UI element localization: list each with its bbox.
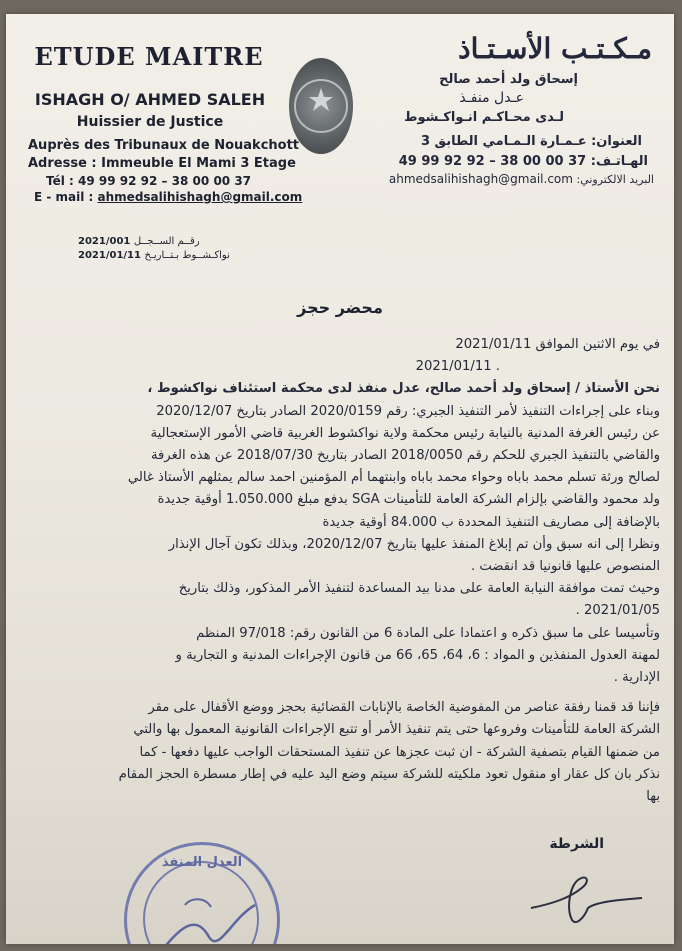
email-label: E - mail : xyxy=(34,190,94,204)
tel-line: Tél : 49 99 92 92 – 38 00 00 37 xyxy=(46,174,252,188)
body-line: ونظرا إلى انه سبق وأن تم إبلاغ المنفذ عليها بتاريخ 2020/12/07، وبذلك تكون آجال الإنذار xyxy=(168,536,660,552)
body-line: لصالح ورثة تسلم محمد باباه وحواء محمد باباه وابنتهما أم المؤمنين احمد سالم يمثلهم الأستاذ غالي xyxy=(127,470,660,486)
stamp-title: العدل المنفذ xyxy=(161,855,243,870)
body-line: نذكر بان كل عقار او منقول تعود ملكيته للشركة سيتم وضع اليد عليه في إطار مسطرة الحجز المقام xyxy=(118,766,660,782)
body-line: وتأسيسا على ما سبق ذكره و اعتمادا على المادة 6 من القانون رقم: 97/018 المنظم xyxy=(196,625,660,641)
document-body xyxy=(10,334,660,808)
body-line: الإدارية . xyxy=(613,670,660,686)
body-line: بالإضافة إلى مصاريف التنفيذ المحددة ب 84.000 أوقية جديدة xyxy=(322,514,660,530)
etude-title: ETUDE MAITRE xyxy=(34,42,264,71)
reference-date-label: نواكـشــوط بـتــاريـخ xyxy=(144,250,230,261)
arabic-name: إسحاق ولد أحمد صالح xyxy=(439,72,578,87)
address-line: Adresse : Immeuble El Mami 3 Etage xyxy=(28,156,296,171)
body-line: نحن الأستاذ / إسحاق ولد أحمد صالح، عدل منفذ لدى محكمة استئناف نواكشوط ، xyxy=(147,381,660,397)
body-line: وبناء على إجراءات التنفيذ لأمر التنفيذ الجبري: رقم 2020/0159 الصادر بتاريخ 2020/12/07 xyxy=(156,403,660,419)
official-stamp xyxy=(124,842,280,944)
body-line: الشركة العامة للتأمينات وفروعها حتى يتم تنفيذ الأمر أو تتبع الإجراءات القانونية المعمول بها والتي xyxy=(133,722,660,738)
arabic-phone: الهـاتـف: 37 00 00 38 – 92 92 99 49 xyxy=(398,154,648,169)
body-line: لمهنة العدول المنفذين و المواد : 6، 64، 65، 66 من قانون الإجراءات المدنية و التجارية و xyxy=(175,647,660,663)
email-line xyxy=(34,190,302,204)
body-line: والقاضي بالتنفيذ الجبري للحكم رقم 2018/0050 الصادر بتاريخ 2018/07/30 عن هذه الغرفة xyxy=(150,448,660,464)
body-line: وحيث تمت موافقة النيابة العامة على مدنا بيد المساعدة لتنفيذ الأمر المذكور، وذلك بتاريخ xyxy=(178,581,660,597)
arabic-address: العنوان: عـمـارة الـمـامي الطابق 3 xyxy=(420,134,642,149)
body-line: المنصوص عليها قانونيا قد انقضت . xyxy=(470,559,660,575)
body-line: من ضمنها القيام بتصفية الشركة - ان ثبت عجزها عن تنفيذ المستحقات الواجب عليها دفعها - كما xyxy=(139,744,660,760)
document-page xyxy=(6,14,674,944)
reference-number-line xyxy=(78,236,200,247)
arabic-office-title: مـكـتـب الأسـتـاذ xyxy=(458,32,652,65)
crescent-star-icon xyxy=(289,58,353,154)
body-line: في يوم الاثنين الموافق 2021/01/11 xyxy=(455,337,660,352)
arabic-email-line xyxy=(389,172,654,186)
body-line: ولد محمود والقاضي بإلزام الشركة العامة للتأمينات SGA بدفع مبلغ 1.050.000 أوقية جديدة xyxy=(157,492,660,508)
arabic-court: لـدى محـاكـم انـواكـشوط xyxy=(403,110,564,125)
arabic-email-label: البريد الالكتروني: xyxy=(576,173,654,186)
reference-date: 2021/01/11 xyxy=(78,250,141,261)
reference-number: 2021/001 xyxy=(78,236,131,247)
court-line: Auprès des Tribunaux de Nouakchott xyxy=(28,138,300,153)
reference-number-label: رقــم الســجــل xyxy=(133,236,200,247)
arabic-email[interactable]: ahmedsalihishagh@gmail.com xyxy=(388,172,573,186)
body-line: بها xyxy=(646,789,660,805)
body-line: عن رئيس الغرفة المدنية بالنيابة رئيس محكمة ولاية نواكشوط الغربية قاضي الأمور الإستعجالية xyxy=(150,425,660,441)
document-title: محضر حجز xyxy=(297,298,383,317)
body-line: . 2021/01/11 xyxy=(415,359,500,375)
body-line: 2021/01/05 . xyxy=(575,603,660,619)
huissier-name: ISHAGH O/ AHMED SALEH xyxy=(34,90,266,109)
national-emblem xyxy=(289,58,353,154)
stamp-signature-icon xyxy=(127,845,277,944)
signature-icon xyxy=(526,868,646,928)
reference-date-line xyxy=(78,250,230,261)
body-line: فإننا قد قمنا رفقة عناصر من المفوضية الخاصة بالإنابات القضائية بحجز ووضع الأقفال على مقر xyxy=(148,700,660,716)
email-link[interactable]: ahmedsalihishagh@gmail.com xyxy=(97,190,303,204)
police-label: الشرطة xyxy=(549,836,604,852)
huissier-role: Huissier de Justice xyxy=(76,114,224,130)
arabic-role: عـدل منفـذ xyxy=(459,90,524,106)
